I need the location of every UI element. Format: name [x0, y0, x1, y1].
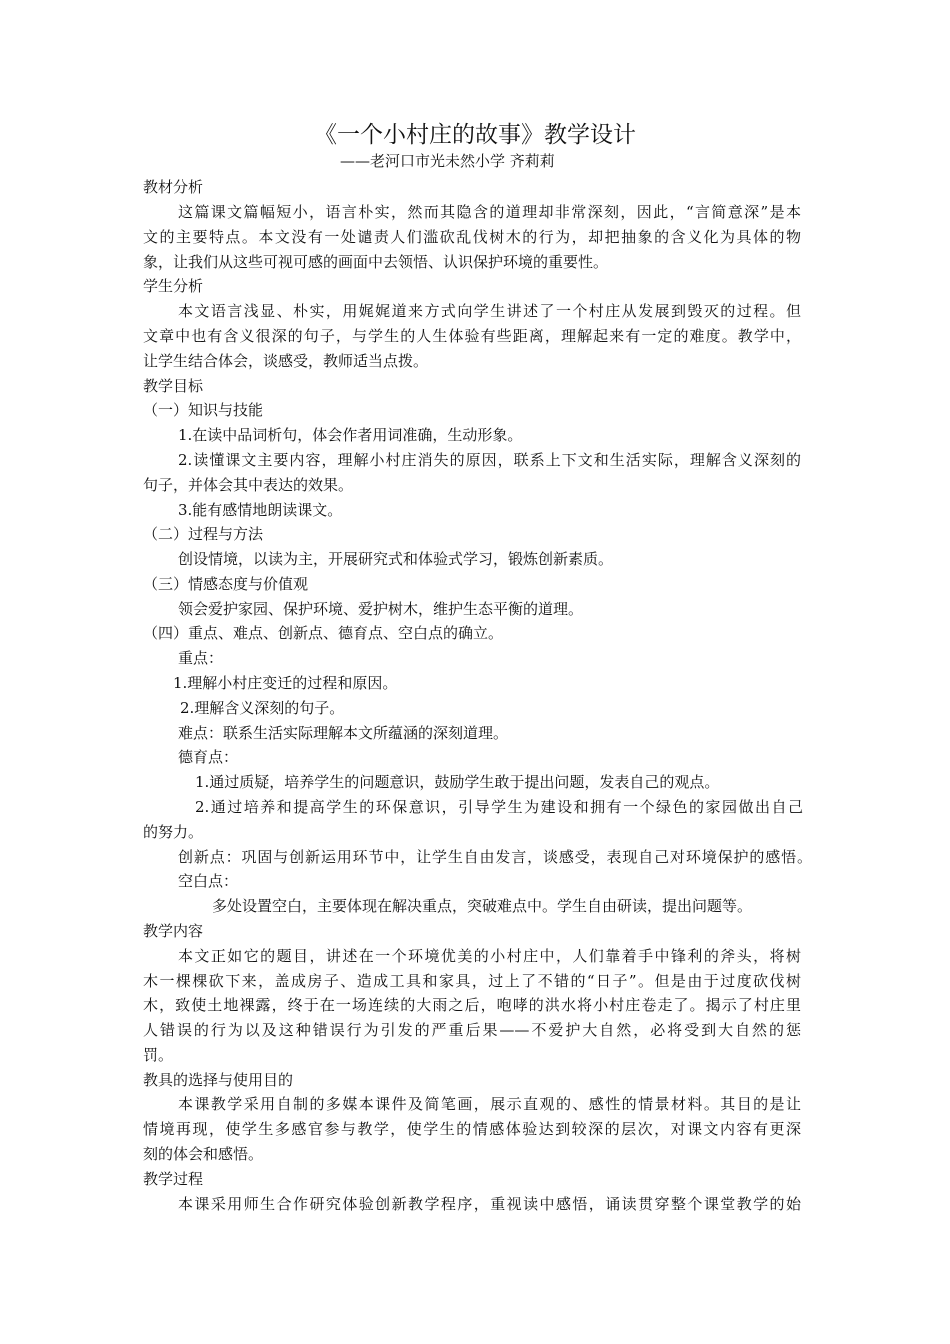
paragraph-line: 多处设置空白，主要体现在解决重点，突破难点中。学生自由研读，提出问题等。: [212, 897, 753, 915]
section-heading: 教学过程: [143, 1170, 204, 1188]
subsection-heading: （一）知识与技能: [143, 401, 264, 419]
list-item-continued: 句子，并体会其中表达的效果。: [143, 476, 354, 494]
author-line: ——老河口市光未然小学 齐莉莉: [340, 152, 555, 170]
paragraph-line: 人错误的行为以及这种错误行为引发的严重后果——不爱护大自然，必将受到大自然的惩: [143, 1021, 801, 1039]
paragraph-line: 创设情境，以读为主，开展研究式和体验式学习，锻炼创新素质。: [178, 550, 614, 568]
paragraph-line: 情境再现，使学生多感官参与教学，使学生的情感体验达到较深的层次，对课文内容有更深: [143, 1120, 801, 1138]
paragraph-line: 让学生结合体会，谈感受，教师适当点拨。: [143, 352, 429, 370]
list-item: 1.理解小村庄变迁的过程和原因。: [173, 674, 398, 692]
paragraph-line: 象，让我们从这些可视可感的画面中去领悟、认识保护环境的重要性。: [143, 253, 609, 271]
section-heading: 学生分析: [143, 277, 204, 295]
label: 空白点：: [178, 872, 239, 890]
list-item: 2.理解含义深刻的句子。: [180, 699, 345, 717]
paragraph-line: 领会爱护家园、保护环境、爱护树木，维护生态平衡的道理。: [178, 600, 584, 618]
section-heading: 教学内容: [143, 922, 204, 940]
paragraph-line: 木一棵棵砍下来，盖成房子、造成工具和家具，过上了不错的“日子”。但是由于过度砍伐树: [143, 972, 801, 990]
list-item: 2.读懂课文主要内容，理解小村庄消失的原因，联系上下文和生活实际，理解含义深刻的: [178, 451, 801, 469]
paragraph-line: 创新点：巩固与创新运用环节中，让学生自由发言，谈感受，表现自己对环境保护的感悟。: [178, 848, 812, 866]
subsection-heading: （四）重点、难点、创新点、德育点、空白点的确立。: [143, 624, 504, 642]
paragraph-line: 罚。: [143, 1046, 174, 1064]
paragraph-line: 本课采用师生合作研究体验创新教学程序，重视读中感悟，诵读贯穿整个课堂教学的始: [178, 1195, 801, 1213]
label: 重点：: [178, 649, 224, 667]
subsection-heading: （三）情感态度与价值观: [143, 575, 309, 593]
paragraph-line: 这篇课文篇幅短小，语言朴实，然而其隐含的道理却非常深刻，因此，“言简意深”是本: [178, 203, 801, 221]
section-heading: 教学目标: [143, 377, 204, 395]
paragraph-line: 本课教学采用自制的多媒本课件及简笔画，展示直观的、感性的情景材料。其目的是让: [178, 1095, 801, 1113]
paragraph-line: 本文正如它的题目，讲述在一个环境优美的小村庄中，人们靠着手中锋利的斧头，将树: [178, 947, 801, 965]
paragraph-line: 文章中也有含义很深的句子，与学生的人生体验有些距离，理解起来有一定的难度。教学中，: [143, 327, 801, 345]
label: 德育点：: [178, 748, 239, 766]
section-heading: 教具的选择与使用目的: [143, 1071, 294, 1089]
paragraph-line: 木，致使土地裸露，终于在一场连续的大雨之后，咆哮的洪水将小村庄卷走了。揭示了村庄里: [143, 996, 801, 1014]
paragraph-line: 难点：联系生活实际理解本文所蕴涵的深刻道理。: [178, 724, 509, 742]
list-item: 2.通过培养和提高学生的环保意识，引导学生为建设和拥有一个绿色的家园做出自己: [195, 798, 803, 816]
subsection-heading: （二）过程与方法: [143, 525, 264, 543]
list-item: 1.在读中品词析句，体会作者用词准确，生动形象。: [178, 426, 523, 444]
paragraph-line: 刻的体会和感悟。: [143, 1145, 264, 1163]
paragraph-line: 本文语言浅显、朴实，用娓娓道来方式向学生讲述了一个村庄从发展到毁灭的过程。但: [178, 302, 801, 320]
list-item-continued: 的努力。: [143, 823, 204, 841]
paragraph-line: 文的主要特点。本文没有一处谴责人们滥砍乱伐树木的行为，却把抽象的含义化为具体的物: [143, 228, 801, 246]
document-title: 《一个小村庄的故事》教学设计: [314, 122, 636, 148]
section-heading: 教材分析: [143, 178, 204, 196]
list-item: 1.通过质疑，培养学生的问题意识，鼓励学生敢于提出问题，发表自己的观点。: [195, 773, 720, 791]
list-item: 3.能有感情地朗读课文。: [178, 501, 343, 519]
